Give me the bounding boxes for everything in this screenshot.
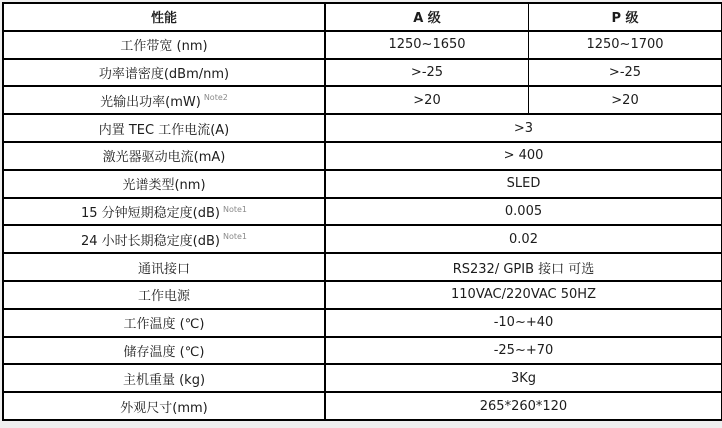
- spec-label-text: 光谱类型(nm): [122, 178, 206, 194]
- spec-table-container: [2, 2, 722, 421]
- table-row: [4, 32, 721, 60]
- table-row: [4, 199, 721, 227]
- spec-label: [4, 171, 324, 199]
- table-row: [4, 171, 721, 199]
- spec-table: [2, 2, 722, 421]
- table-row: [4, 60, 721, 88]
- table-row: [4, 338, 721, 366]
- spec-label: [4, 60, 324, 88]
- table-row: [4, 393, 721, 419]
- spec-value-a: >-25: [324, 60, 528, 88]
- table-row: [4, 226, 721, 254]
- table-row: [4, 115, 721, 143]
- spec-label: [4, 282, 324, 310]
- spec-label-text: 功率谱密度(dBm/nm): [98, 66, 230, 82]
- spec-label-text: 储存温度 (℃): [123, 344, 205, 360]
- spec-value: 0.005: [324, 199, 721, 227]
- spec-label-text: 工作温度 (℃): [123, 317, 205, 333]
- table-row: [4, 254, 721, 282]
- spec-label: [4, 115, 324, 143]
- spec-value: -25~+70: [324, 338, 721, 366]
- table-header-row: [4, 4, 721, 32]
- header-cell-property: 性能: [4, 4, 324, 32]
- spec-label: [4, 338, 324, 366]
- spec-label-text: 工作电源: [137, 289, 190, 305]
- spec-value: SLED: [324, 171, 721, 199]
- spec-label: [4, 143, 324, 171]
- note-superscript: Note1: [222, 232, 248, 242]
- header-cell-grade-p: P 级: [528, 4, 721, 32]
- table-row: [4, 87, 721, 115]
- table-row: [4, 310, 721, 338]
- spec-value: 0.02: [324, 226, 721, 254]
- spec-value-p: 1250~1700: [528, 32, 721, 60]
- spec-value: >3: [324, 115, 721, 143]
- note-superscript: Note1: [222, 204, 248, 214]
- spec-value-a: 1250~1650: [324, 32, 528, 60]
- spec-label: [4, 199, 324, 227]
- spec-value-p: >-25: [528, 60, 721, 88]
- spec-value: -10~+40: [324, 310, 721, 338]
- note-superscript: Note2: [203, 93, 228, 103]
- spec-value: > 400: [324, 143, 721, 171]
- spec-label: [4, 226, 324, 254]
- header-cell-grade-a: A 级: [324, 4, 528, 32]
- spec-label-text: 工作带宽 (nm): [120, 39, 208, 55]
- spec-label: [4, 87, 324, 115]
- spec-label-text: 24 小时长期稳定度(dB): [80, 233, 220, 249]
- spec-label: [4, 393, 324, 419]
- table-row: [4, 143, 721, 171]
- spec-label-text: 激光器驱动电流(mA): [102, 150, 226, 166]
- spec-label-text: 主机重量 (kg): [122, 372, 206, 388]
- spec-value: RS232/ GPIB 接口 可选: [324, 254, 721, 282]
- spec-value: 265*260*120: [324, 393, 721, 419]
- spec-label: [4, 32, 324, 60]
- spec-label-text: 内置 TEC 工作电流(A): [98, 122, 230, 138]
- spec-value-p: >20: [528, 87, 721, 115]
- spec-label: [4, 254, 324, 282]
- spec-label: [4, 310, 324, 338]
- spec-label-text: 通讯接口: [137, 261, 190, 277]
- spec-label-text: 光输出功率(mW): [100, 94, 201, 110]
- table-row: [4, 282, 721, 310]
- spec-value: 3Kg: [324, 365, 721, 393]
- table-row: [4, 365, 721, 393]
- spec-label: [4, 365, 324, 393]
- spec-label-text: 外观尺寸(mm): [120, 400, 208, 416]
- spec-label-text: 15 分钟短期稳定度(dB): [80, 205, 220, 221]
- spec-value-a: >20: [324, 87, 528, 115]
- spec-value: 110VAC/220VAC 50HZ: [324, 282, 721, 310]
